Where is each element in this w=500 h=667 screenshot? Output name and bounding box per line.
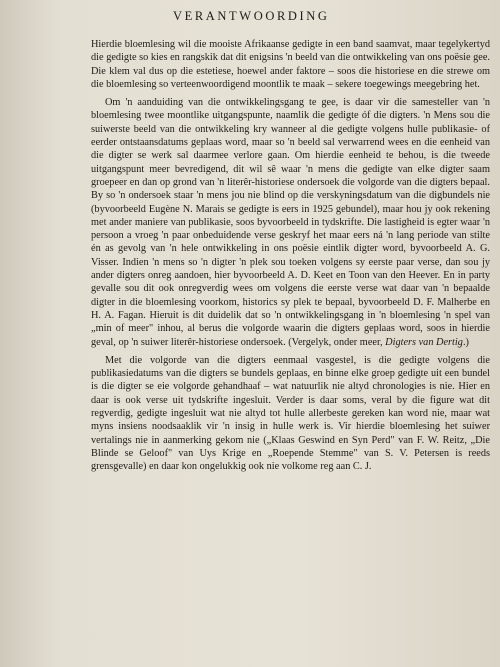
- citation-end: .): [462, 336, 469, 348]
- page-heading: VERANTWOORDING: [173, 9, 330, 23]
- order-paragraph: Met die volgorde van die digters eenmaal vasgestel, is die gedigte volgens die publikasiedatums van die digters se bundels geplaas, en binne elke groep gedigte uit een bundel is die digter se eie volgorde gehandhaaf – wat natuurlik nie altyd chronologies is nie. Hier en daar is ook verse uit tydskrifte ingesluit. Verder is daar soms, veral by die figure wat dit regverdig, gedigte ingesluit wat nie altyd tot hulle allerbeste gereken kan word nie, maar wat myns insiens noodsaaklik vir 'n insig in hulle werk is. Vir hierdie bloemlesing het suiwer vertalings nie in aanmerking gekom nie („Klaas Geswind en Syn Perd" van F. W. Reitz, „Die Blinde se Geloof" van Uys Krige en „Roepende Stemme" van S. V. Petersen is reeds grensgevalle) en daar kon ongelukkig ook nie volkome reg aan C. J.: [91, 354, 490, 473]
- intro-paragraph: Hierdie bloemlesing wil die mooiste Afrikaanse gedigte in een band saamvat, maar tegelykertyd die gedigte so kies en rangskik dat dit enigsins 'n beeld van die ontwikkeling van ons poësie gee. Die klem val dus op die estetiese, hoewel ander faktore – soos die historiese en die strewe om die bloemlesing so verteenwoordigend moontlik te maak – sekere toegewings meegebring het.: [91, 39, 490, 90]
- development-paragraph: [91, 96, 490, 349]
- development-paragraph-text: Om 'n aanduiding van die ontwikkelingsgang te gee, is daar vir die samesteller van 'n bloemlesing twee moontlike uitgangspunte, naamlik die gedigte óf die digters. 'n Mens sou die suiwerste beeld van die ontwikkeling kry wanneer al die gedigte volgens hulle publikasie- of eerder ontstaansdatums geplaas word, maar so 'n beeld sal verwarrend wees en die eenheid van die digter se werk sal daarmee verlore gaan. Om hierdie eenheid te behou, is die tweede uitgangspunt meer bevredigend, dit wil sê waar 'n mens die gedigte van elke digter saam groepeer en dan op grond van 'n literêr-historiese ondersoek die volgorde van die digters bepaal. By so 'n ondersoek staar 'n mens jou nie blind op die verskyningsdatum van die digbundels nie (byvoorbeeld Eugène N. Marais se gedigte is eers in 1925 gebundel), maar hou jy ook rekening met ander maniere van publikasie, soos byvoorbeeld in tydskrifte. Die lastigheid is egter waar 'n persoon a vroeg 'n paar onbeduidende verse geskryf het maar eers ná 'n lang periode van stilte én as gevolg van 'n hele ontwikkeling in ons poësie eintlik digter word, byvoorbeeld A. G. Visser. Indien 'n mens so 'n digter 'n plek sou toeken volgens sy eerste paar verse, dan sou jy ander digters onreg aandoen, hier byvoorbeeld A. D. Keet en Toon van den Heever. En in party gevalle sou dit ook onregverdig wees om volgens die eerste verse wat daar van 'n bepaalde digter in die bloemlesing voorkom, historics sy plek te bepaal, byvoorbeeld D. F. Malherbe en H. A. Fagan. Hieruit is dit duidelik dat so 'n ontwikkelingsgang in 'n bloemlesing 'n spel van „min of meer" inhou, al berus die volgorde waarin die digters geplaas word, soos in hierdie geval, op 'n suiwer literêr-historiese ondersoek. (Vergelyk, onder meer,: [91, 97, 490, 348]
- citation-title: Digters van Dertig: [385, 336, 463, 348]
